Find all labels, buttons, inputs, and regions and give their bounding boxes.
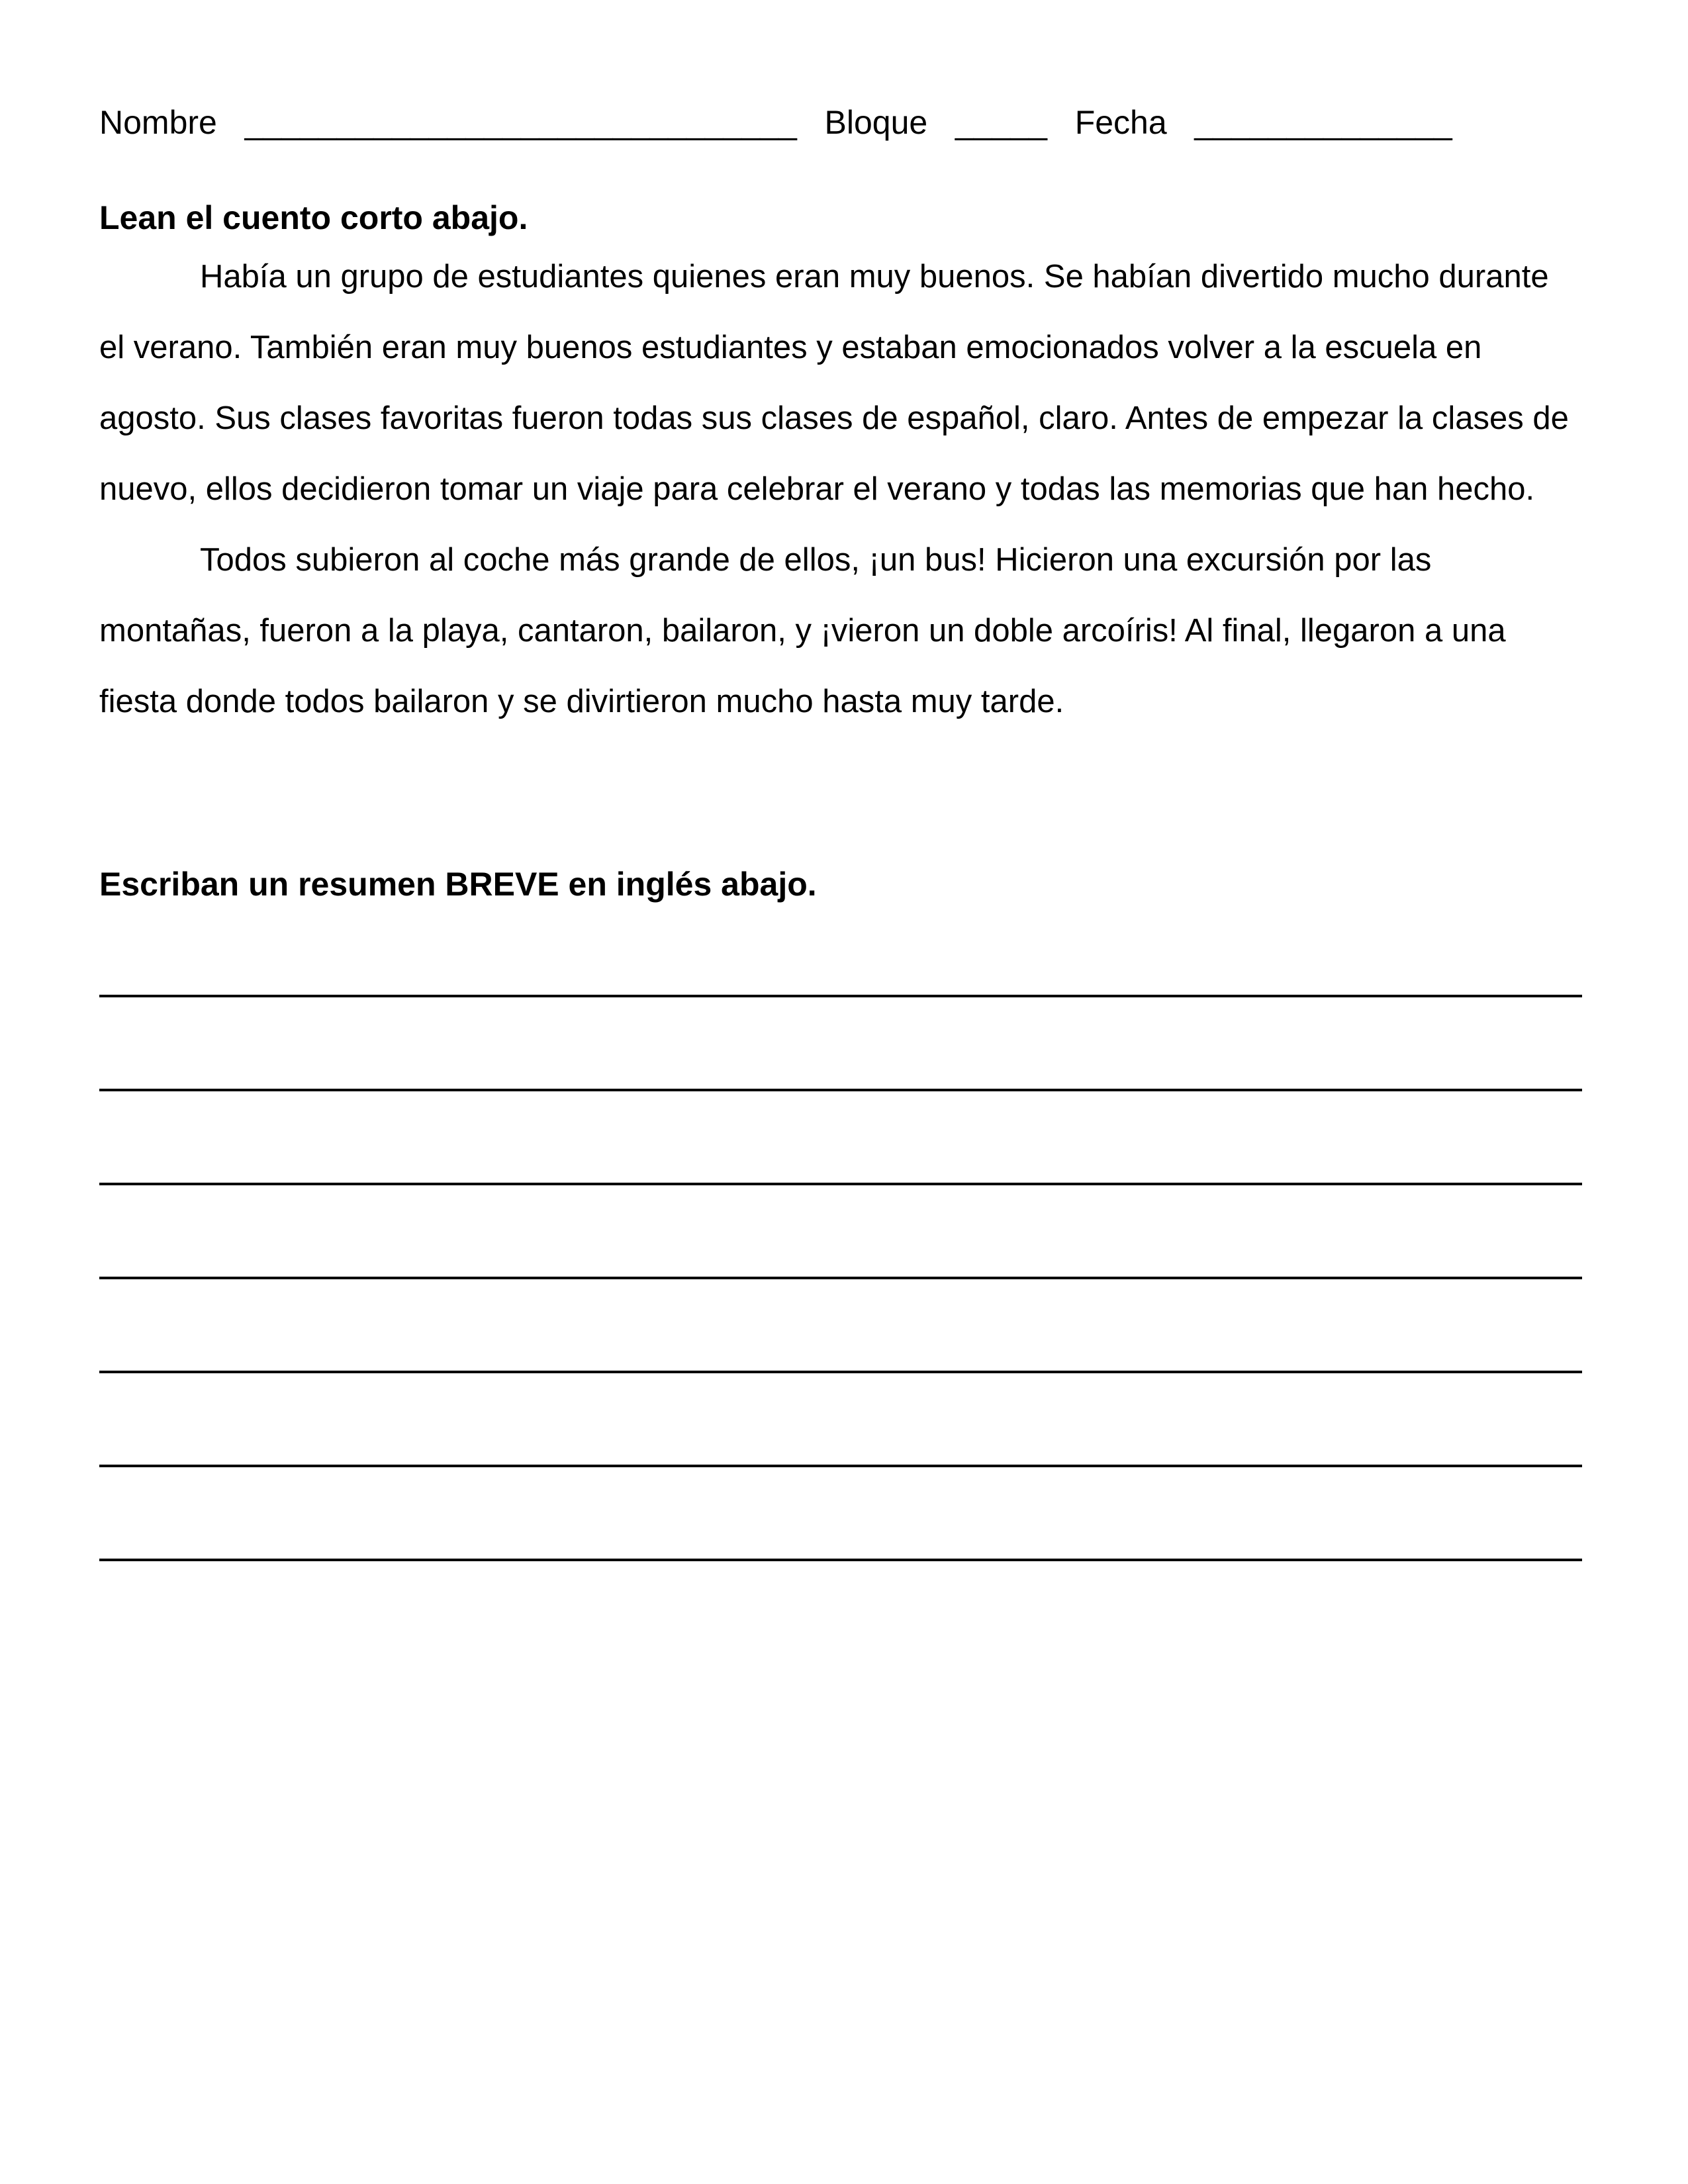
story-instructions-heading: Lean el cuento corto abajo. — [99, 199, 528, 236]
story-paragraph-1: Había un grupo de estudiantes quienes eran muy buenos. Se habían divertido mucho durante el verano. También eran muy buenos estudiantes y estaban emocionados volver a la escuela en agosto. Sus clases favoritas fueron todas sus clases de español, claro. Antes de empezar la clases de nuevo, ellos decidieron tomar un viaje para celebrar el verano y todas las memorias que han hecho. — [99, 259, 1569, 507]
answer-line[interactable] — [99, 1089, 1582, 1091]
answer-line[interactable] — [99, 1559, 1582, 1561]
story-paragraph-2: Todos subieron al coche más grande de ellos, ¡un bus! Hicieron una excursión por las montañas, fueron a la playa, cantaron, bailaron, y ¡vieron un doble arcoíris! Al final, llegaron a una fiesta donde todos bailaron y se divirtieron mucho hasta muy tarde. — [99, 542, 1506, 719]
summary-instructions-heading: Escriban un resumen BREVE en inglés abajo. — [99, 866, 817, 903]
answer-line[interactable] — [99, 1277, 1582, 1279]
answer-line[interactable] — [99, 1183, 1582, 1185]
block-label: Bloque — [824, 104, 928, 141]
answer-line[interactable] — [99, 995, 1582, 997]
answer-line[interactable] — [99, 1371, 1582, 1373]
block-field[interactable]: _____ — [955, 104, 1047, 141]
answer-line[interactable] — [99, 1465, 1582, 1467]
student-info-header — [99, 99, 1452, 146]
date-field[interactable]: ______________ — [1194, 104, 1452, 141]
name-field[interactable]: ______________________________ — [244, 104, 797, 141]
short-story — [99, 242, 1582, 737]
date-label: Fecha — [1074, 104, 1167, 141]
name-label: Nombre — [99, 104, 217, 141]
